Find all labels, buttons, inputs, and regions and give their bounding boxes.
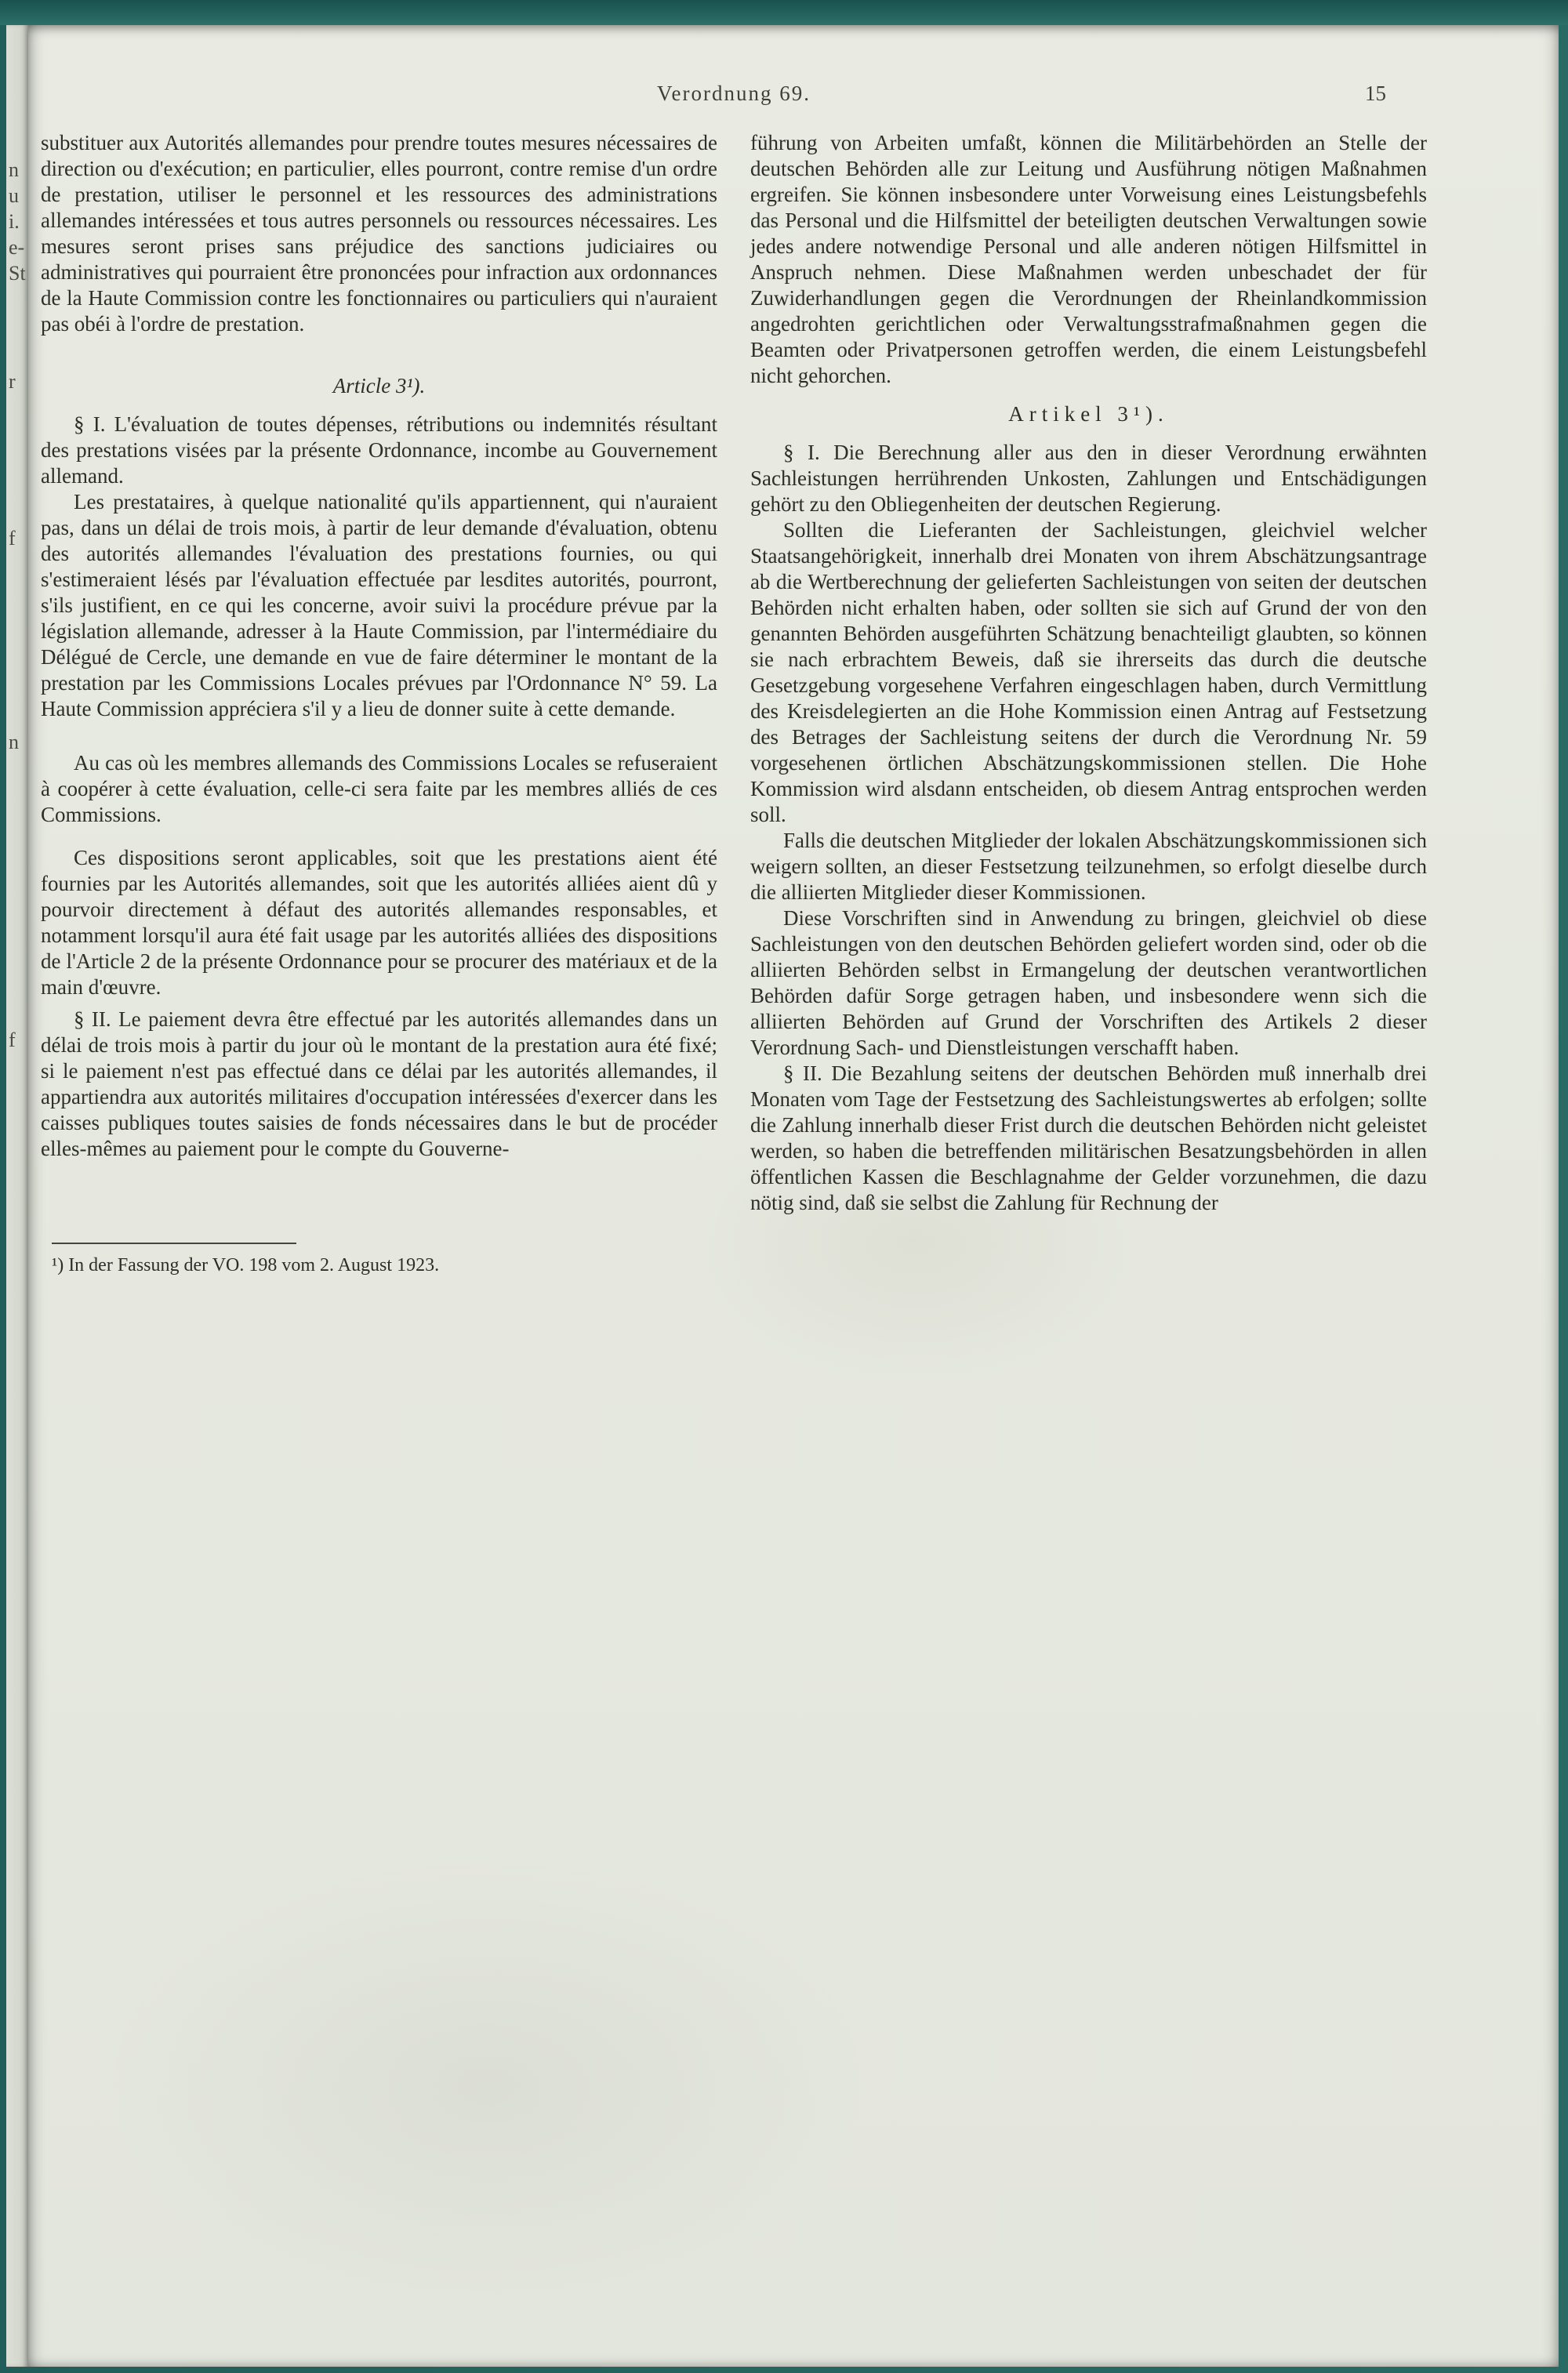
spine-text-fragment: u bbox=[9, 184, 19, 207]
paragraph: führung von Arbeiten umfaßt, können die Militärbehörden an Stelle der deutschen Behörden alle zur Leitung und Ausführung nötigen Maßnahmen ergreifen. Sie können insbesondere unter Vorweisung eines Leistungsbefehls das Personal und die Hilfsmittel der beteiligten deutschen Verwaltungen sowie jedes andere notwendige Personal und alle anderen nötigen Hilfsmittel in Anspruch nehmen. Diese Maßnahmen werden unbeschadet der für Zuwiderhandlungen gegen die Verordnungen der Rheinlandkommission angedrohten gerichtlichen oder Verwaltungsstrafmaßnahmen gegen die Beamten oder Privatpersonen getroffen werden, die einem Leistungsbefehl nicht gehorchen. bbox=[750, 131, 1427, 387]
footnote: ¹) In der Fassung der VO. 198 vom 2. August 1923. bbox=[52, 1255, 440, 1275]
paragraph: substituer aux Autorités allemandes pour prendre toutes mesures nécessaires de direction ou d'exécution; en particulier, elles pourront, contre remise d'un ordre de prestation, utiliser le personnel et les ressources des administrations allemandes intéressées et tous autres personnels ou ressources nécessaires. Les mesures seront prises sans préjudice des sanctions judiciaires ou administratives qui pourraient être prononcées pour infraction aux ordonnances de la Haute Commission contre les fonctionnaires ou particuliers qui n'auraient pas obéi à l'ordre de prestation. bbox=[41, 131, 717, 336]
footnote-rule bbox=[52, 1243, 296, 1244]
paragraph: § I. Die Berechnung aller aus den in dieser Verordnung erwähnten Sachleistungen herrührenden Unkosten, Zahlungen und Entschädigungen gehört zu den Obliegenheiten der deutschen Regierung. bbox=[750, 441, 1427, 516]
footnote-area bbox=[41, 1243, 1427, 1277]
spine-text-fragment: f bbox=[9, 527, 16, 550]
spine-text-fragment: St bbox=[9, 262, 26, 285]
spine-text-fragment: e- bbox=[9, 236, 25, 259]
book-spine-edge bbox=[6, 25, 28, 2367]
running-header bbox=[41, 82, 1427, 114]
paragraph: Ces dispositions seront applicables, soit que les prestations aient été fournies par les Autorités allemandes, soit que les autorités alliées aient dû y pourvoir directement à défaut des autorités allemandes responsables, et notamment lorsqu'il aura été fait usage par les autorités alliées des dispositions de l'Article 2 de la présente Ordonnance pour se procurer des matériaux et de la main d'œuvre. bbox=[41, 846, 717, 999]
page-content bbox=[28, 25, 1559, 1277]
spine-text-fragment: f bbox=[9, 1029, 16, 1051]
spine-text-fragment: r bbox=[9, 370, 16, 393]
paragraph: Falls die deutschen Mitglieder der lokalen Abschätzungskommissionen sich weigern sollten, an dieser Festsetzung teilzunehmen, so erfolgt dieselbe durch die alliierten Mitglieder dieser Kommissionen. bbox=[750, 829, 1427, 904]
paragraph: § I. L'évaluation de toutes dépenses, rétributions ou indemnités résultant des prestations visées par la présente Ordonnance, incombe au Gouvernement allemand. bbox=[41, 412, 717, 488]
article-heading-french: Article 3¹). bbox=[332, 374, 426, 397]
spine-text-fragment: n bbox=[9, 731, 19, 753]
scan-background-band bbox=[0, 0, 1568, 25]
left-column-french bbox=[41, 130, 717, 1216]
paragraph: Sollten die Lieferanten der Sachleistungen, gleichviel welcher Staatsangehörigkeit, innerhalb drei Monaten von ihrem Abschätzungsantrage ab die Wertberechnung der gelieferten Sachleistungen von seiten der deutschen Behörden nicht erhalten haben, oder sollten sie sich auf Grund der von den genannten Behörden ausgeführten Schätzung benachteiligt glaubten, so können sie nach erbrachtem Beweis, daß sie ihrerseits das durch die deutsche Gesetzgebung vorgesehene Verfahren eingeschlagen haben, durch Vermittlung des Kreisdelegierten an die Hohe Kommission einen Antrag auf Festsetzung des Betrages der Sachleistung seitens der durch die Verordnung Nr. 59 vorgesehenen örtlichen Abschätzungskommissionen stellen. Die Hohe Kommission wird alsdann entscheiden, ob diesem Antrag entsprochen werden soll. bbox=[750, 518, 1427, 826]
text-columns bbox=[41, 130, 1427, 1216]
page-header-title: Verordnung 69. bbox=[657, 82, 811, 105]
paragraph: Les prestataires, à quelque nationalité qu'ils appartiennent, qui n'auraient pas, dans un délai de trois mois, à partir de leur demande d'évaluation, obtenu des autorités allemandes l'évaluation des prestations fournies, ou qui s'estimeraient lésés par l'évaluation effectuée par lesdites autorités, pourront, s'ils justifient, en ce qui les concerne, avoir suivi la procédure prévue par la législation allemande, adresser à la Haute Commission, par l'intermédiaire du Délégué de Cercle, une demande en vue de faire déterminer le montant de la prestation par les Commissions Locales prévues par l'Ordonnance N° 59. La Haute Commission appréciera s'il y a lieu de donner suite à cette demande. bbox=[41, 490, 717, 720]
page-paper bbox=[28, 25, 1559, 2367]
paragraph: § II. Le paiement devra être effectué par les autorités allemandes dans un délai de trois mois à partir du jour où le montant de la prestation aura été fixé; si le paiement n'est pas effectué dans ce délai par les autorités allemandes, il appartiendra aux autorités militaires d'occupation intéressées d'exercer dans les caisses publiques toutes saisies de fonds nécessaires dans le but de procéder elles-mêmes au paiement pour le compte du Gouverne- bbox=[41, 1007, 717, 1160]
spine-text-fragment: n bbox=[9, 158, 19, 181]
spine-text-fragment: i. bbox=[9, 210, 20, 233]
paragraph: Diese Vorschriften sind in Anwendung zu bringen, gleichviel ob diese Sachleistungen von den deutschen Behörden geliefert worden sind, oder ob die alliierten Behörden selbst in Ermangelung der deutschen verantwortlichen Behörden dafür Sorge getragen haben, und insbesondere wenn sich die alliierten Behörden auf Grund der Vorschriften des Artikels 2 dieser Verordnung Sach- und Dienstleistungen verschafft haben. bbox=[750, 906, 1427, 1059]
article-heading-german: Artikel 3¹). bbox=[1008, 402, 1169, 426]
page-number: 15 bbox=[1365, 82, 1386, 105]
right-column-german bbox=[750, 130, 1427, 1216]
paragraph: Au cas où les membres allemands des Commissions Locales se refuseraient à coopérer à cette évaluation, celle-ci sera faite par les membres alliés de ces Commissions. bbox=[41, 751, 717, 826]
paragraph: § II. Die Bezahlung seitens der deutschen Behörden muß innerhalb drei Monaten vom Tage der Festsetzung des Sachleistungswertes ab erfolgen; sollte die Zahlung innerhalb dieser Frist durch die deutschen Behörden nicht geleistet werden, so haben die betreffenden militärischen Besatzungsbehörden in allen öffentlichen Kassen die Beschlagnahme der Gelder vorzunehmen, die dazu nötig sind, daß sie selbst die Zahlung für Rechnung der bbox=[750, 1061, 1427, 1214]
